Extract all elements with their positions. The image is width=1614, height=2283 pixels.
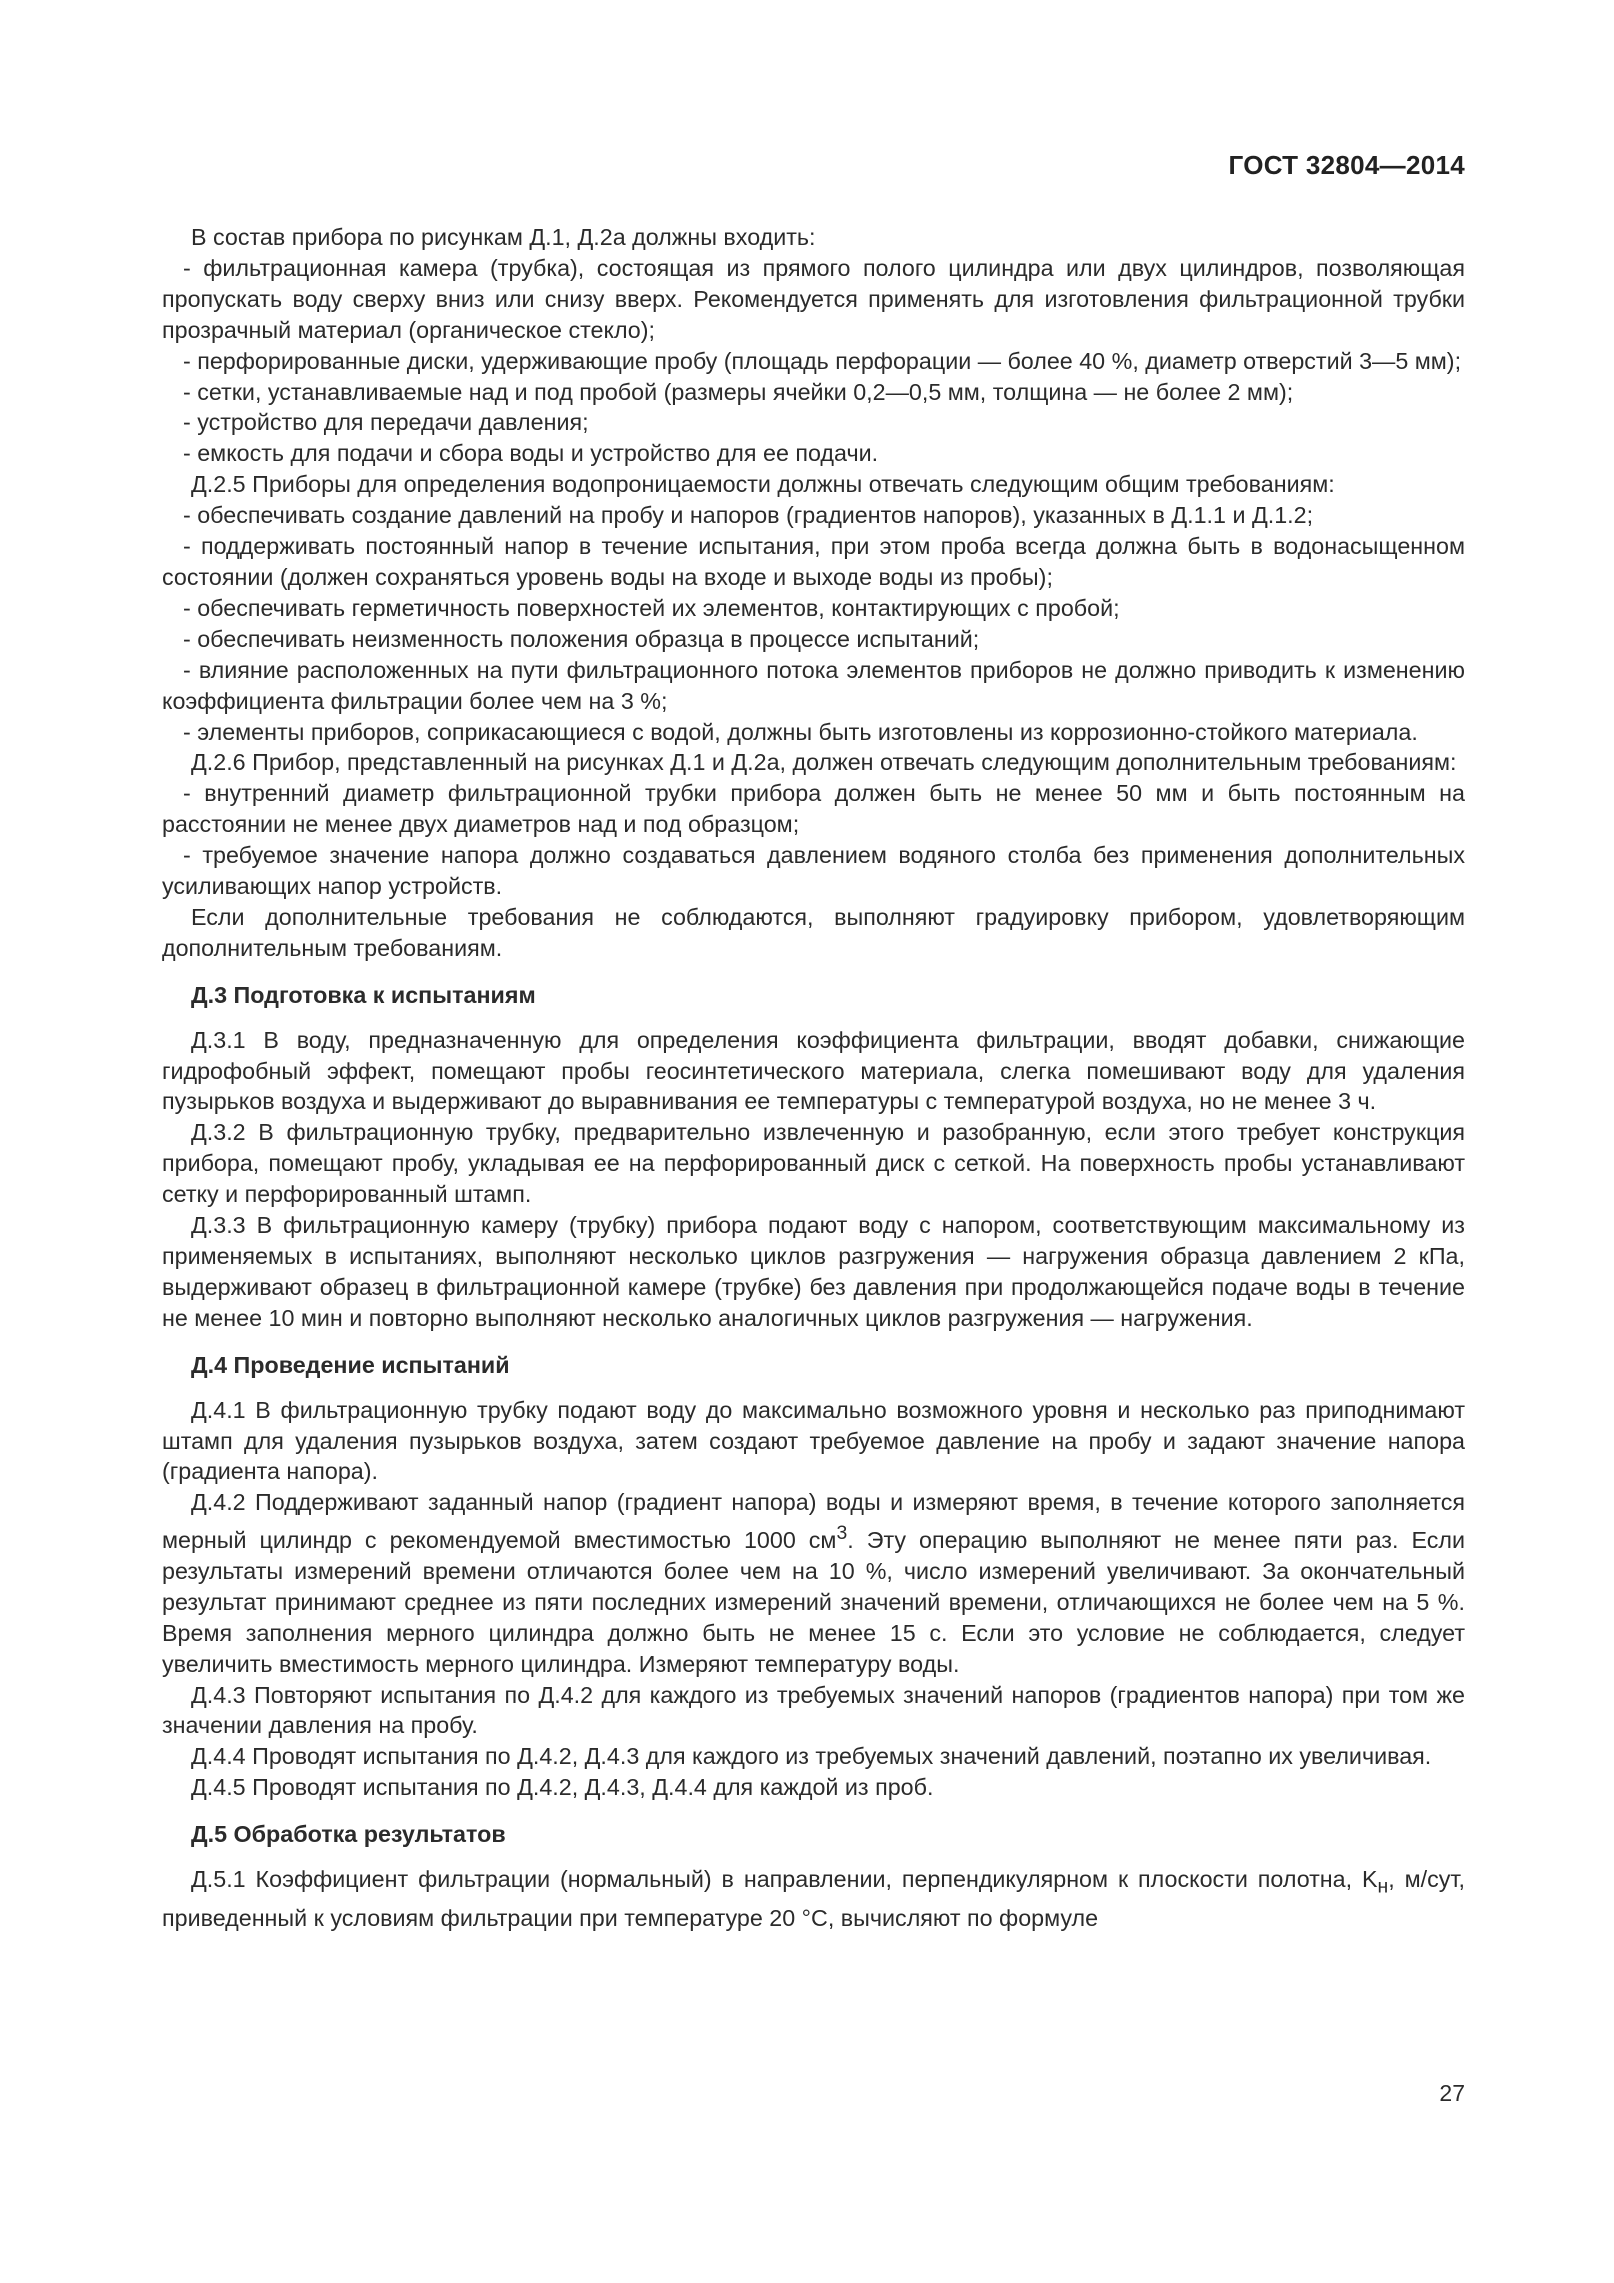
list-item: - емкость для подачи и сбора воды и устройство для ее подачи.: [183, 440, 879, 467]
list-item: - фильтрационная камера (трубка), состоящая из прямого полого цилиндра или двух цилиндров, позволяющая пропускать воду сверху вниз или снизу вверх. Рекомендуется применять для изготовления фильтрационной трубки прозрачный материал (органическое стекло);: [162, 254, 1465, 343]
clause-d-4-2: [162, 1487, 1465, 1679]
list-item: - поддерживать постоянный напор в течение испытания, при этом проба всегда должна быть в водонасыщенном состоянии (должен сохраняться уровень воды на входе и выходе воды из пробы);: [162, 533, 1465, 590]
clause-d-4-5: Д.4.5 Проводят испытания по Д.4.2, Д.4.3, Д.4.4 для каждой из проб.: [191, 1774, 934, 1801]
superscript: 3: [836, 1522, 848, 1545]
list-item: - влияние расположенных на пути фильтрационного потока элементов приборов не должно приводить к изменению коэффициента фильтрации более чем на 3 %;: [162, 656, 1465, 714]
clause-d-2-6: Д.2.6 Прибор, представленный на рисунках Д.1 и Д.2а, должен отвечать следующим дополнительным требованиям:: [191, 749, 1457, 776]
page-number: 27: [1439, 2080, 1465, 2106]
clause-d-4-1: Д.4.1 В фильтрационную трубку подают воду до максимально возможного уровня и несколько раз приподнимают штамп для удаления пузырьков воздуха, затем создают требуемое давление на пробу и задают значение напора (градиента напора).: [162, 1396, 1465, 1485]
section-heading-d3: Д.3 Подготовка к испытаниям: [191, 981, 536, 1008]
clause-text: Д.5.1 Коэффициент фильтрации (нормальный) в направлении, перпендикулярном к плоскости полотна, K: [191, 1866, 1378, 1893]
clause-d-4-4: Д.4.4 Проводят испытания по Д.4.2, Д.4.3 для каждого из требуемых значений давлений, поэтапно их увеличивая.: [191, 1743, 1432, 1770]
paragraph: В состав прибора по рисункам Д.1, Д.2а должны входить:: [191, 224, 816, 250]
clause-text: Д.4.2 Поддерживают заданный напор (градиент напора) воды и измеряют время, в течение которого заполняется мерный цилиндр с рекомендуемой вместимостью 1000 см: [162, 1489, 1465, 1554]
section-heading-d4: Д.4 Проведение испытаний: [191, 1351, 510, 1378]
list-item: - обеспечивать создание давлений на пробу и напоров (градиентов напоров), указанных в Д.1.1 и Д.1.2;: [183, 502, 1314, 529]
list-item: - обеспечивать неизменность положения образца в процессе испытаний;: [183, 625, 980, 652]
document-code: ГОСТ 32804—2014: [1228, 150, 1465, 180]
clause-d-4-3: Д.4.3 Повторяют испытания по Д.4.2 для каждого из требуемых значений напоров (градиентов напора) при том же значении давления на пробу.: [162, 1681, 1465, 1739]
list-item: - требуемое значение напора должно создаваться давлением водяного столба без применения дополнительных усиливающих напор устройств.: [162, 842, 1465, 900]
list-item: - устройство для передачи давления;: [183, 409, 589, 436]
section-heading-d5: Д.5 Обработка результатов: [191, 1821, 506, 1848]
paragraph: Если дополнительные требования не соблюдаются, выполняют градуировку прибором, удовлетворяющим дополнительным требованиям.: [162, 903, 1465, 961]
clause-d-3-1: Д.3.1 В воду, предназначенную для определения коэффициента фильтрации, вводят добавки, снижающие гидрофобный эффект, помещают пробы геосинтетического материала, слегка помешивают воду для удаления пузырьков воздуха и выдерживают до выравнивания ее температуры с температурой воздуха, но не менее 3 ч.: [162, 1026, 1465, 1115]
list-item: - сетки, устанавливаемые над и под пробой (размеры ячейки 0,2—0,5 мм, толщина — не более 2 мм);: [183, 378, 1294, 405]
clause-d-5-1: [162, 1864, 1465, 1933]
clause-text: . Эту операцию выполняют не менее пяти раз. Если результаты измерений времени отличаются более чем на 10 %, число измерений увеличивают. За окончательный результат принимают среднее из пяти последних измерений значений времени, отличающихся не более чем на 5 %. Время заполнения мерного цилиндра должно быть не менее 15 с. Если это условие не соблюдается, следует увеличить вместимость мерного цилиндра. Измеряют температуру воды.: [162, 1527, 1465, 1677]
list-item: - перфорированные диски, удерживающие пробу (площадь перфорации — более 40 %, диаметр отверстий 3—5 мм);: [183, 347, 1462, 374]
clause-d-3-3: Д.3.3 В фильтрационную камеру (трубку) прибора подают воду с напором, соответствующим максимальному из применяемых в испытаниях, выполняют несколько циклов разгружения — нагружения образца давлением 2 кПа, выдерживают образец в фильтрационной камере (трубке) без давления при продолжающейся подаче воды в течение не менее 10 мин и повторно выполняют несколько аналогичных циклов разгружения — нагружения.: [162, 1212, 1465, 1331]
list-item: - внутренний диаметр фильтрационной трубки прибора должен быть не менее 50 мм и быть постоянным на расстоянии не менее двух диаметров над и под образцом;: [162, 780, 1465, 838]
clause-d-2-5: Д.2.5 Приборы для определения водопроницаемости должны отвечать следующим общим требованиям:: [191, 471, 1335, 498]
list-item: - обеспечивать герметичность поверхностей их элементов, контактирующих с пробой;: [183, 594, 1120, 621]
clause-text: , м/сут, приведенный к условиям фильтрации при температуре 20 °С, вычисляют по формуле: [162, 1866, 1465, 1931]
list-item: - элементы приборов, соприкасающиеся с водой, должны быть изготовлены из коррозионно-стойкого материала.: [183, 718, 1418, 745]
document-body: [162, 222, 1465, 1934]
subscript: н: [1377, 1875, 1389, 1898]
clause-d-3-2: Д.3.2 В фильтрационную трубку, предварительно извлеченную и разобранную, если этого требует конструкция прибора, помещают пробу, укладывая ее на перфорированный диск с сеткой. На поверхность пробы устанавливают сетку и перфорированный штамп.: [162, 1119, 1465, 1208]
